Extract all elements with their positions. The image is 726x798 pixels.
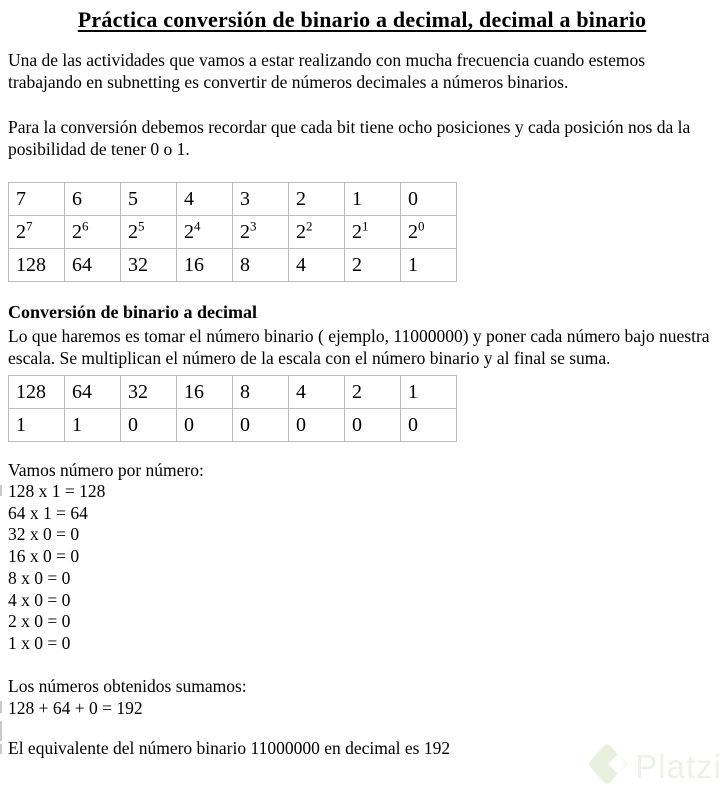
math-line: 128 x 1 = 128 (8, 481, 106, 501)
table-cell: 2 (345, 249, 401, 282)
table-cell: 1 (9, 409, 65, 442)
power-exponent: 7 (26, 217, 33, 233)
table-cell: 16 (177, 376, 233, 409)
platzi-wordmark: Platzi (635, 748, 722, 785)
table-cell (121, 216, 177, 249)
table-cell: 128 (9, 376, 65, 409)
math-line: 16 x 0 = 0 (8, 546, 80, 567)
platzi-logo-icon (588, 743, 626, 790)
table-cell: 1 (401, 249, 457, 282)
section-heading: Conversión de binario a decimal (8, 302, 258, 322)
table-cell (289, 216, 345, 249)
table-cell: 1 (401, 376, 457, 409)
table-cell: 16 (177, 249, 233, 282)
left-edge-artifact (0, 701, 2, 713)
page-title: Práctica conversión de binario a decimal, decimal a binario (77, 7, 647, 32)
table-cell: 1 (345, 183, 401, 216)
table-cell (401, 216, 457, 249)
table-cell: 128 (9, 249, 65, 282)
power-base: 2 (16, 220, 26, 243)
math-line: 2 x 0 = 0 (8, 611, 71, 632)
power-exponent: 2 (306, 217, 313, 233)
table-cell: 0 (233, 409, 289, 442)
powers-row (9, 216, 457, 249)
bit-positions-row (9, 183, 457, 216)
power-exponent: 5 (138, 217, 145, 233)
power-exponent: 6 (82, 217, 89, 233)
left-edge-artifact (0, 485, 2, 496)
table-cell: 0 (289, 409, 345, 442)
table-cell: 0 (177, 409, 233, 442)
step-intro: Vamos número por número: (8, 460, 204, 480)
power-exponent: 1 (362, 217, 369, 233)
table-cell (9, 216, 65, 249)
table-cell: 0 (401, 183, 457, 216)
math-line: 32 x 0 = 0 (8, 524, 80, 545)
section-paragraph: Lo que haremos es tomar el número binario ( ejemplo, 11000000) y poner cada número bajo nuestra escala. Se multiplican el número de la escala con el número binario y al final se suma. (8, 326, 710, 368)
power-base: 2 (184, 220, 194, 243)
power-exponent: 3 (250, 217, 257, 233)
table-cell (345, 216, 401, 249)
math-line: 1 x 0 = 0 (8, 632, 71, 653)
table-cell: 8 (233, 249, 289, 282)
intro-paragraph: Una de las actividades que vamos a estar realizando con mucha frecuencia cuando estemos trabajando en subnetting es convertir de números decimales a números binarios. (8, 50, 646, 92)
power-exponent: 4 (194, 217, 201, 233)
table-cell: 32 (121, 376, 177, 409)
platzi-watermark (588, 743, 722, 790)
table-cell: 0 (345, 409, 401, 442)
table-cell: 2 (289, 183, 345, 216)
power-base: 2 (352, 220, 362, 243)
power-base: 2 (296, 220, 306, 243)
table-cell: 32 (121, 249, 177, 282)
table-cell: 0 (121, 409, 177, 442)
table-cell: 7 (9, 183, 65, 216)
conclusion-line: El equivalente del número binario 11000000 en decimal es 192 (8, 737, 451, 758)
scale-row (9, 376, 457, 409)
power-base: 2 (408, 220, 418, 243)
table-cell: 64 (65, 249, 121, 282)
table-cell (177, 216, 233, 249)
left-edge-artifact (0, 744, 2, 754)
positions-paragraph: Para la conversión debemos recordar que cada bit tiene ocho posiciones y cada posición nos da la posibilidad de tener 0 o 1. (8, 117, 691, 159)
sum-intro: Los números obtenidos sumamos: (8, 675, 247, 696)
power-exponent: 0 (418, 217, 425, 233)
math-line: 8 x 0 = 0 (8, 567, 71, 588)
table-cell (65, 216, 121, 249)
math-line: 64 x 1 = 64 (8, 502, 88, 523)
sum-line: 128 + 64 + 0 = 192 (8, 697, 143, 718)
bit-scale-table (8, 182, 457, 282)
power-base: 2 (240, 220, 250, 243)
table-cell: 3 (233, 183, 289, 216)
table-cell (233, 216, 289, 249)
table-cell: 6 (65, 183, 121, 216)
math-line: 4 x 0 = 0 (8, 589, 71, 610)
table-cell: 5 (121, 183, 177, 216)
table-cell: 2 (345, 376, 401, 409)
binary-digits-row (9, 409, 457, 442)
math-steps (8, 481, 716, 655)
power-base: 2 (128, 220, 138, 243)
scale-values-row (9, 249, 457, 282)
table-cell: 8 (233, 376, 289, 409)
table-cell: 4 (177, 183, 233, 216)
table-cell: 4 (289, 249, 345, 282)
left-edge-artifact (0, 721, 2, 741)
power-base: 2 (72, 220, 82, 243)
table-cell: 0 (401, 409, 457, 442)
table-cell: 1 (65, 409, 121, 442)
conversion-table (8, 375, 457, 442)
table-cell: 4 (289, 376, 345, 409)
table-cell: 64 (65, 376, 121, 409)
